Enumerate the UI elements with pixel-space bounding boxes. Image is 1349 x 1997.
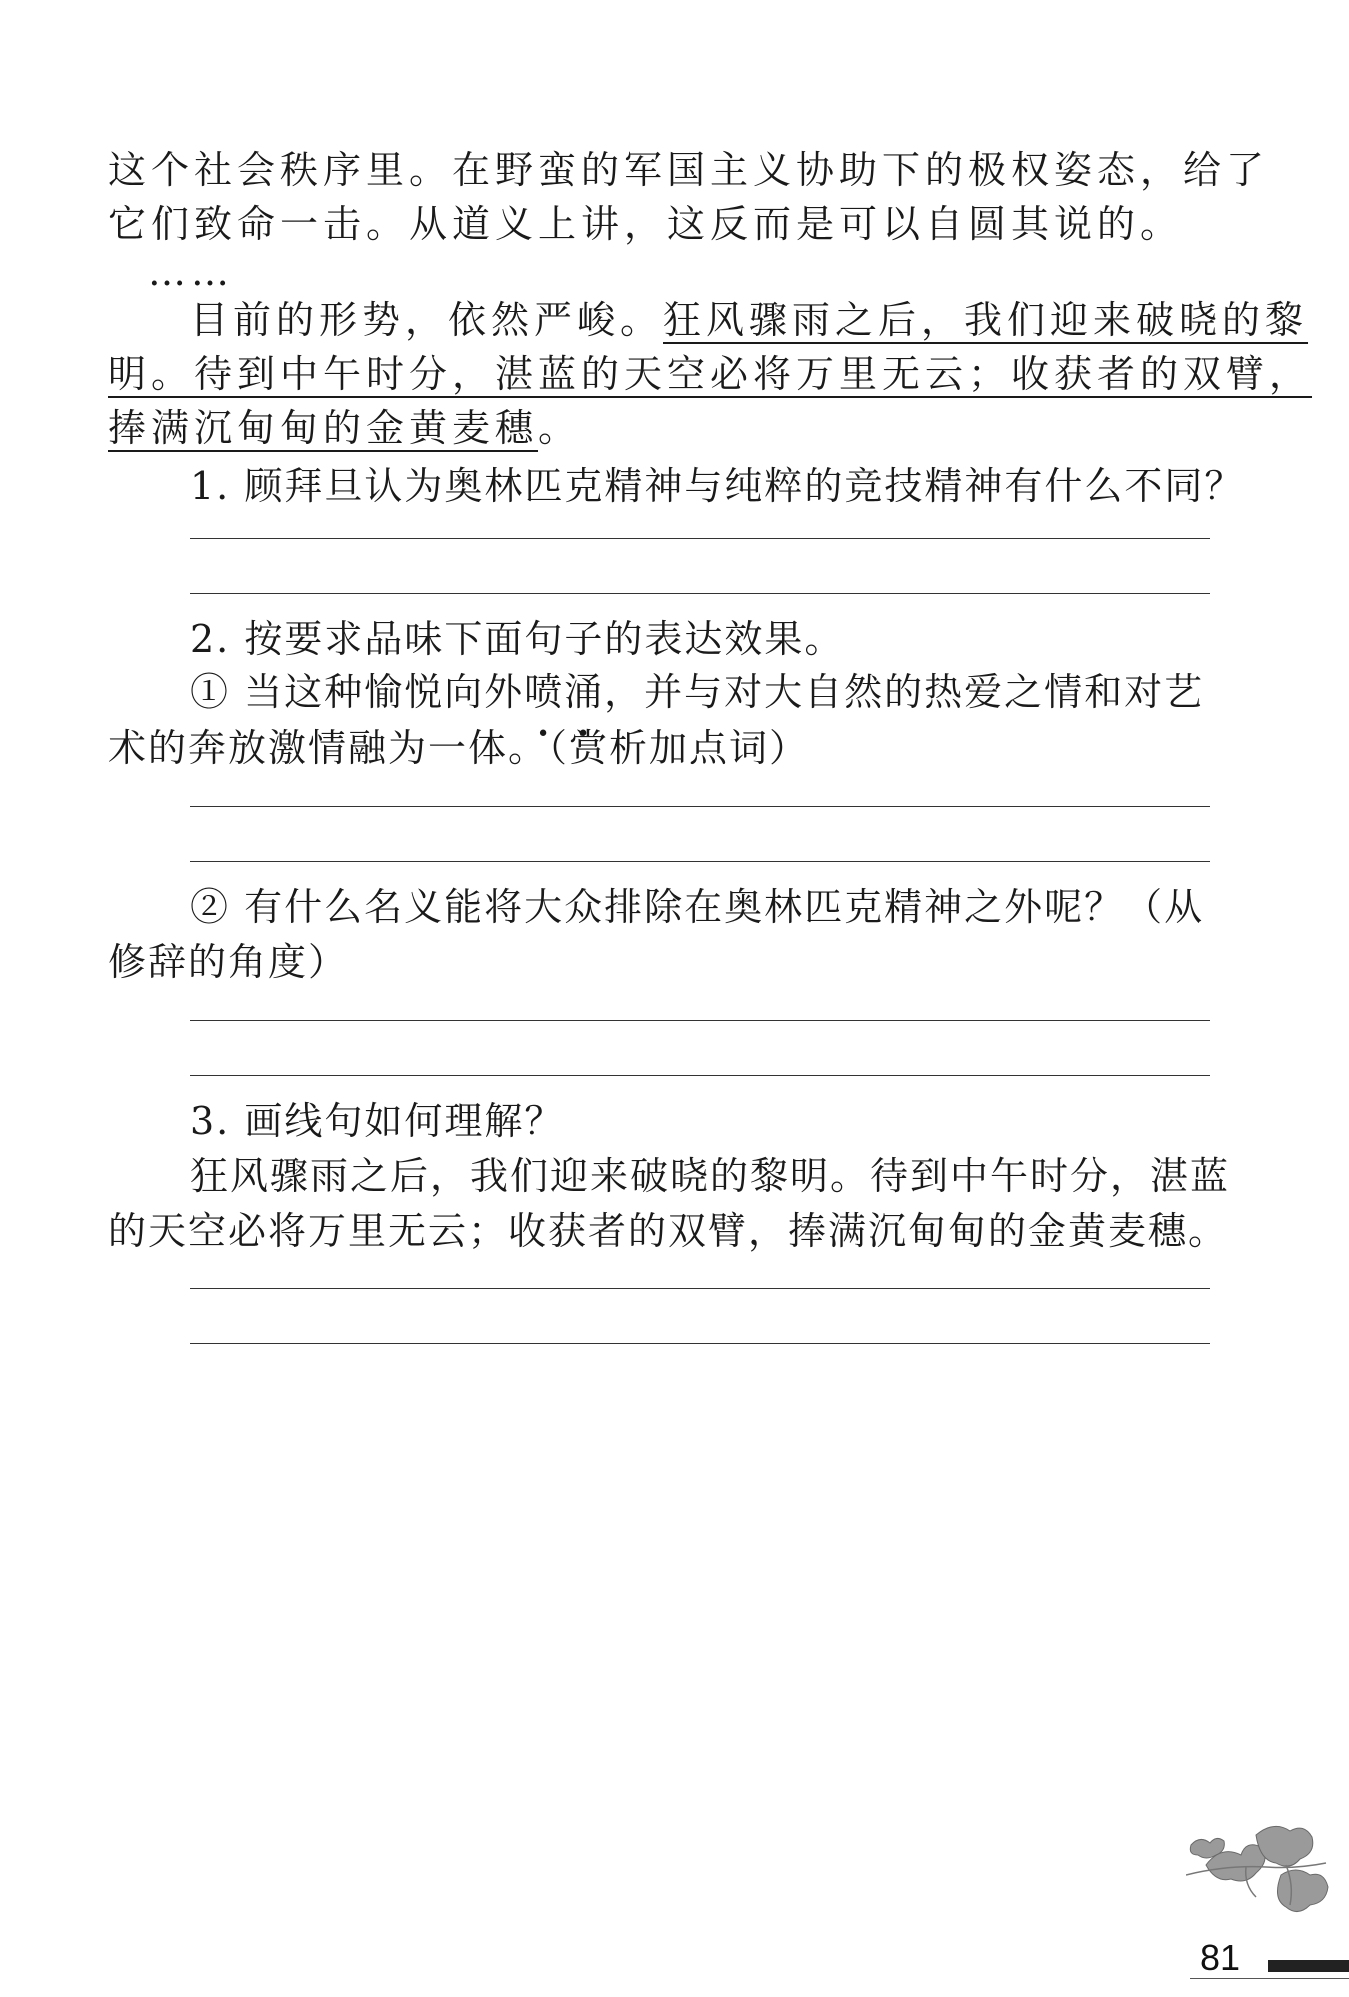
question-2-2-line-2: 修辞的角度） bbox=[108, 940, 349, 984]
q2-1-text-post: ，并与对大自然的热爱之情和对艺 bbox=[604, 670, 1205, 714]
dotted-word-1: 喷 bbox=[524, 670, 565, 714]
dotted-word-2: 涌 bbox=[564, 670, 605, 714]
answer-line-q2-1-1[interactable] bbox=[190, 806, 1210, 807]
passage-line-1: 这个社会秩序里。在野蛮的军国主义协助下的极权姿态，给了 bbox=[108, 148, 1270, 192]
passage-period: 。 bbox=[538, 406, 582, 450]
passage-line-4 bbox=[108, 350, 1313, 398]
question-2: 2. 按要求品味下面句子的表达效果。 bbox=[190, 617, 845, 661]
answer-line-q2-2-2[interactable] bbox=[190, 1075, 1210, 1076]
underlined-sentence-part-1: 狂风骤雨之后，我们迎来破晓的黎 bbox=[663, 298, 1309, 342]
answer-line-q2-2-1[interactable] bbox=[190, 1020, 1210, 1021]
question-2-1-line-2: 术的奔放激情融为一体。（赏析加点词） bbox=[108, 726, 810, 770]
page-number-bar bbox=[1268, 1960, 1349, 1972]
question-3: 3. 画线句如何理解？ bbox=[190, 1099, 565, 1143]
q2-1-text-pre: ① 当这种愉悦向外 bbox=[190, 670, 525, 714]
question-3-quote-line-1: 狂风骤雨之后，我们迎来破晓的黎明。待到中午时分，湛蓝 bbox=[190, 1154, 1231, 1198]
page-number: 81 bbox=[1200, 1937, 1241, 1978]
question-2-2-line-1: ② 有什么名义能将大众排除在奥林匹克精神之外呢？（从 bbox=[190, 885, 1205, 929]
passage-ellipsis: …… bbox=[148, 250, 234, 294]
answer-line-q2-1-2[interactable] bbox=[190, 861, 1210, 862]
question-3-quote-line-2: 的天空必将万里无云；收获者的双臂，捧满沉甸甸的金黄麦穗。 bbox=[108, 1209, 1229, 1253]
underlined-sentence-part-2: 明。待到中午时分，湛蓝的天空必将万里无云；收获者的双臂， bbox=[108, 352, 1313, 396]
grape-leaves-icon bbox=[1186, 1805, 1336, 1935]
passage-line-3 bbox=[190, 296, 1309, 344]
underlined-sentence-part-3: 捧满沉甸甸的金黄麦穗 bbox=[108, 406, 539, 450]
answer-line-q3-1[interactable] bbox=[190, 1288, 1210, 1289]
passage-line-2: 它们致命一击。从道义上讲，这反而是可以自圆其说的。 bbox=[108, 202, 1184, 246]
answer-line-q1-1[interactable] bbox=[190, 538, 1210, 539]
question-1: 1. 顾拜旦认为奥林匹克精神与纯粹的竞技精神有什么不同？ bbox=[190, 464, 1245, 508]
answer-line-q1-2[interactable] bbox=[190, 593, 1210, 594]
passage-plain-text: 目前的形势，依然严峻。 bbox=[190, 298, 664, 342]
question-2-1-line-1 bbox=[190, 668, 1290, 716]
answer-line-q3-2[interactable] bbox=[190, 1343, 1210, 1344]
passage-line-5 bbox=[108, 404, 1208, 452]
page-number-rule bbox=[1190, 1978, 1349, 1979]
